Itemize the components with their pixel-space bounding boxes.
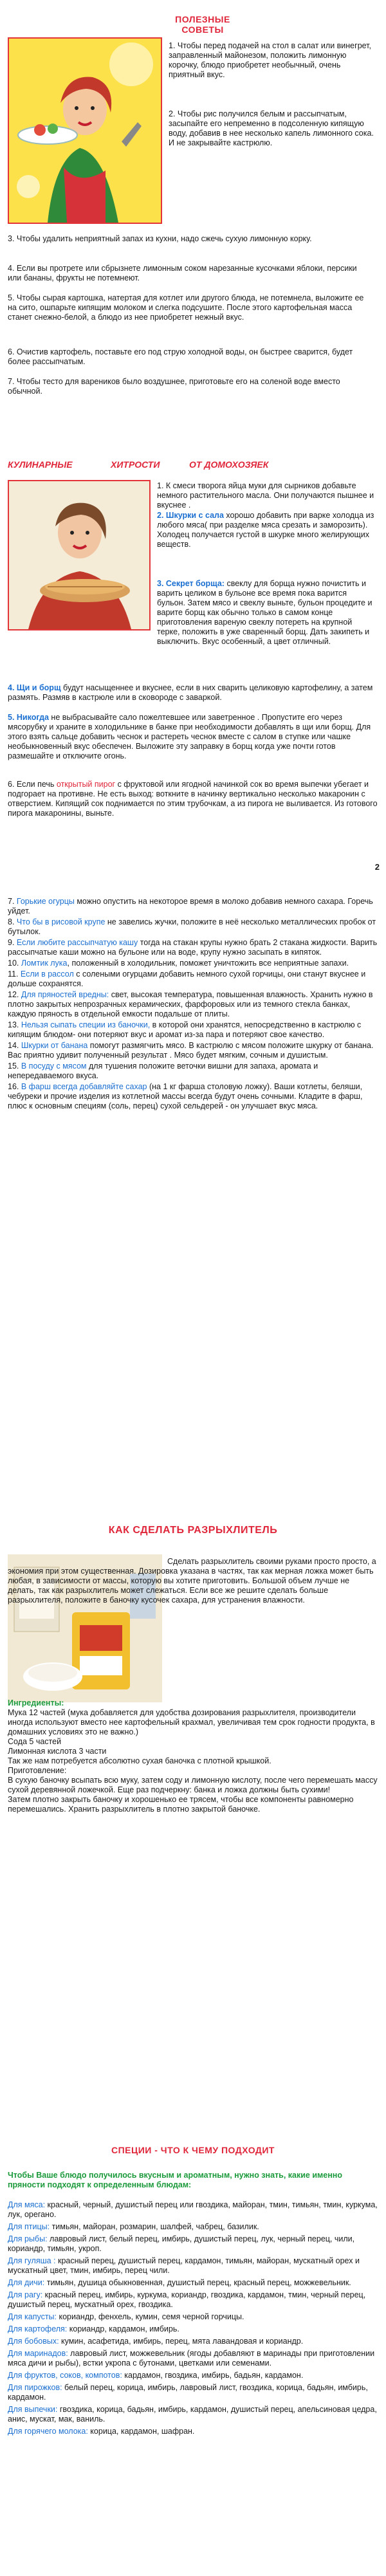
item-label: В посуду с мясом bbox=[21, 1062, 87, 1071]
tip-2: 2. Чтобы рис получился белым и рассыпчатым, засыпайте его непременно в подсоленную кипящую воду, добавив в нее несколько капель лимонного сока. И не закрывайте кастрюлю. bbox=[169, 109, 374, 147]
retro-housewife-illustration bbox=[8, 37, 162, 224]
spice-category: Для дичи: bbox=[8, 2278, 45, 2287]
trick-3 bbox=[157, 579, 376, 647]
list-item: 15. В посуду с мясом для тушения положите веточки вишни для запаха, аромата и непередаваемого вкуса. bbox=[8, 1062, 318, 1080]
list-item: Для мяса: красный, черный, душистый перец или гвоздика, майоран, тмин, тимьян, тмин, куркума, лук, орегано. bbox=[8, 2200, 378, 2219]
spice-category: Для выпечки: bbox=[8, 2405, 58, 2414]
spice-category: Для бобовых: bbox=[8, 2337, 59, 2346]
spice-category: Для пирожков: bbox=[8, 2383, 62, 2392]
prep-step-1: В сухую баночку всыпать всю муку, затем соду и лимонную кислоту, после чего перемешать массу сухой деревянной ложечкой. Еще раз подчеркну: банка и ложка должны быть сухими! bbox=[8, 1776, 378, 1794]
trick-4-label: 4. Щи и борщ bbox=[8, 683, 61, 692]
item-label: Для пряностей вредны: bbox=[21, 990, 109, 999]
section-title: СПЕЦИИ - ЧТО К ЧЕМУ ПОДХОДИТ bbox=[111, 2145, 275, 2155]
ingredients-label: Ингредиенты: bbox=[8, 1698, 64, 1707]
item-label: Если в рассол bbox=[20, 970, 74, 979]
item-label: Шкурки от банана bbox=[21, 1041, 88, 1050]
list-item: Для капусты: кориандр, фенхель, кумин, семя черной горчицы. bbox=[8, 2312, 244, 2321]
item-label: Ломтик лука bbox=[21, 959, 68, 968]
spice-category: Для картофеля: bbox=[8, 2324, 68, 2333]
trick-2-text: хорошо добавить при варке холодца из любого мяса( при разделке мяса срезать и заморозить). Холодец получается густой в шкурке много желирующих веществ. bbox=[157, 511, 374, 549]
list-item: Для рагу: красный перец, имбирь, куркума, кориандр, гвоздика, кардамон, тмин, черный перец, душистый перец, мускатный орех, гвоздика. bbox=[8, 2290, 366, 2309]
spice-category: Для мяса: bbox=[8, 2200, 46, 2209]
spices-intro: Чтобы Ваше блюдо получилось вкусным и ароматным, нужно знать, какие именно пряности подходят к определенным блюдам: bbox=[8, 2171, 342, 2189]
list-item: 12. Для пряностей вредны: свет, высокая температура, повышенная влажность. Хранить нужно в плотно закрытых непрозрачных керамических, фарфоровых или из темного стекла банках, каждую пряность в отдельной емкости подальше от плиты. bbox=[8, 990, 373, 1018]
spice-category: Для гуляша : bbox=[8, 2256, 56, 2265]
title-part-1: КУЛИНАРНЫЕ bbox=[8, 459, 73, 470]
spices-section bbox=[0, 2007, 386, 2576]
list-item: Для пирожков: белый перец, корица, имбирь, лавровый лист, гвоздика, корица, бадьян, имбирь, кардамон. bbox=[8, 2383, 368, 2402]
list-item: Для птицы: тимьян, майоран, розмарин, шалфей, чабрец, базилик. bbox=[8, 2222, 259, 2231]
trick-4-text: будут насыщеннее и вкуснее, если в них сварить целиковую картофелину, а затем размять. Размяв в кастрюле или в сковороде с заваркой. bbox=[8, 683, 373, 702]
list-item: 11. Если в рассол с солеными огурцами добавить немного сухой горчицы, они станут вкуснее и дольше сохранятся. bbox=[8, 970, 366, 988]
list-item: Для фруктов, соков, компотов: кардамон, гвоздика, имбирь, бадьян, кардамон. bbox=[8, 2371, 304, 2380]
trick-2 bbox=[157, 511, 376, 549]
trick-5 bbox=[8, 713, 378, 761]
retro-pie-illustration bbox=[8, 480, 151, 630]
trick-2-label: 2. Шкурки с сала bbox=[157, 511, 224, 520]
baking-powder-section bbox=[0, 1300, 386, 2007]
item-label: Что бы в рисовой крупе bbox=[16, 917, 106, 926]
list-item: Для картофеля: кориандр, кардамон, имбирь. bbox=[8, 2324, 179, 2333]
title-part-2: ХИТРОСТИ bbox=[111, 459, 160, 470]
trick-3-text: свеклу для борща нужно почистить и варить целиком в бульоне все время пока варится бульон. Затем мясо и свеклу выньте, бульон процедите и варите борщ как обычно только в самом конце приготовления вареную свеклу потереть на крупной терке, положить в уже сваренный борщ. Дать закипеть и выключить. Вкус особенный, а цвет отличный. bbox=[157, 579, 372, 646]
item-label: Если любите рассыпчатую кашу bbox=[16, 938, 138, 947]
section-title: КАК СДЕЛАТЬ РАЗРЫХЛИТЕЛЬ bbox=[108, 1525, 278, 1536]
list-item: 14. Шкурки от банана помогут размягчить мясо. В кастрюлю с мясом положите шкурку от банана. Вас приятно удивит полученный результат . Мясо будет мягким, сочным и душистым. bbox=[8, 1041, 374, 1060]
trick-6-red: открытый пирог bbox=[56, 780, 116, 789]
list-item: 16. В фарш всегда добавляйте сахар (на 1 кг фарша столовую ложку). Ваши котлеты, беляши, чебуреки и прочие изделия из котлетной массы всегда будут очень сочными. Кладите в фарш, плюс к основным специям (соль, перец) сухой сельдерей - он улучшает вкус мяса. bbox=[8, 1082, 363, 1110]
item-label: Горькие огурцы bbox=[16, 897, 75, 906]
ingredient-soda: Сода 5 частей bbox=[8, 1737, 62, 1746]
list-item: 7. Горькие огурцы можно опустить на некоторое время в молоко добавив немного сахара. Горечь уйдет. bbox=[8, 897, 373, 915]
prep-step-2: Затем плотно закрыть баночку и хорошенько ее трясем, чтобы все компоненты равномерно перемешались. Хранить разрыхлитель в плотно закрытой баночке. bbox=[8, 1795, 354, 1814]
trick-1: 1. К смеси творога яйца муки для сырников добавьте немного растительного масла. Они получаются пышнее и вкуснее . bbox=[157, 481, 374, 510]
ingredient-citric-acid: Лимонная кислота 3 части bbox=[8, 1747, 107, 1756]
ingredient-flour: Мука 12 частей (мука добавляется для удобства дозирования разрыхлителя, производители иногда используют вместо нее картофельный крахмал, увеличивая тем срок годности продукта, в домашних условиях это не важно.) bbox=[8, 1708, 375, 1736]
culinary-tricks-section bbox=[0, 450, 386, 862]
page-number: 2 bbox=[374, 862, 380, 872]
trick-6-label: 6. Если печь bbox=[8, 780, 57, 789]
trick-3-label: 3. Секрет борща: bbox=[157, 579, 225, 588]
spice-category: Для рагу: bbox=[8, 2290, 43, 2299]
list-item: Для гуляша : красный перец, душистый перец, кардамон, тимьян, майоран, мускатный орех и мускатный цвет, тмин, имбирь, перец чили. bbox=[8, 2256, 360, 2275]
section-title: ПОЛЕЗНЫЕ СОВЕТЫ bbox=[175, 14, 230, 35]
prep-label: Приготовление: bbox=[8, 1766, 67, 1775]
title-part-3: ОТ ДОМОХОЗЯЕК bbox=[189, 459, 269, 470]
tip-4: 4. Если вы протрете или сбрызнете лимонным соком нарезанные кусочками яблоки, персики или бананы, фрукты не потемнеют. bbox=[8, 264, 357, 282]
tip-6: 6. Очистив картофель, поставьте его под струю холодной воды, он быстрее сварится, будет более рассыпчатым. bbox=[8, 347, 353, 366]
tip-3: 3. Чтобы удалить неприятный запах из кухни, надо сжечь сухую лимонную корку. bbox=[8, 234, 312, 243]
spice-category: Для птицы: bbox=[8, 2222, 50, 2231]
spice-category: Для маринадов: bbox=[8, 2349, 68, 2358]
tip-7: 7. Чтобы тесто для вареников было воздушнее, приготовьте его на соленой воде вместо обычной. bbox=[8, 377, 340, 396]
trick-4 bbox=[8, 683, 378, 703]
list-item: Для выпечки: гвоздика, корица, бадьян, имбирь, кардамон, душистый перец, апельсиновая цедра, анис, мускат, мак, ваниль. bbox=[8, 2405, 377, 2424]
spice-category: Для горячего молока: bbox=[8, 2427, 88, 2436]
spices-list bbox=[8, 2200, 378, 2439]
tip-1: 1. Чтобы перед подачей на стол в салат или винегрет, заправленный майонезом, положить лимонную корочку, блюдо приобретет необычный, очень приятный вкус. bbox=[169, 41, 371, 79]
spice-category: Для рыбы: bbox=[8, 2234, 48, 2243]
list-item: Для маринадов: лавровый лист, можжевельник (ягоды добавляют в маринады при приготовлении мяса дичи и рыбы), вcтки укропа с бутонами, цветками или семенами. bbox=[8, 2349, 375, 2368]
baking-intro: Сделать разрыхлитель своими руками просто просто, а экономия при этом существенная. Дозировка указана в частях, так как мерная ложка может быть любая, в зависимости от массы, которую вы хотите приготовить. Большой объем лучше не делать, так как разрыхлитель может слежаться. Если все же решите сделать больше разрыхлителя, положите в баночку кусочек сахара, для устранения влажности. bbox=[8, 1557, 376, 1605]
list-item: Для рыбы: лавровый лист, белый перец, имбирь, душистый перец, лук, черный перец, чили, кориандр, тимьян, укроп. bbox=[8, 2234, 355, 2253]
tip-5: 5. Чтобы сырая картошка, натертая для котлет или другого блюда, не потемнела, выложите ее на сито, ошпарьте кипящим молоком и слегка подсушите. После этого картофельная масса станет снежно-белой, а блюдо из нее приобретет нежный вкус. bbox=[8, 293, 364, 322]
trick-6-text: с фруктовой или ягодной начинкой сок во время выпечки убегает и подгорает на противне. Не есть выход: воткните в начинку вертикально несколько макаронин с отверстием. Кипящий сок поднимается по этим трубочкам, а из пирога не выливается. Из готового пирога макаронины, выньте. bbox=[8, 780, 378, 818]
trick-5-text: не выбрасывайте сало пожелтевшее или заветренное . Пропустите его через мясорубку и храните в холодильнике в банке при необходимости добавлять в щи или борщ. Для этого взять сальце добавить чеснок и растереть чеснок вместе с салом в ступке или чашке необыкновенный вкус обеспечен. Выложите эту заправку в борщ когда уже почти готов размешайте и отключите огонь. bbox=[8, 713, 371, 760]
more-tricks-section bbox=[0, 862, 386, 1300]
tips-list bbox=[8, 897, 378, 1112]
spice-category: Для фруктов, соков, компотов: bbox=[8, 2371, 122, 2380]
ingredient-jar: Так же нам потребуется абсолютно сухая баночка с плотной крышкой. bbox=[8, 1756, 271, 1765]
item-label: Нельзя сыпать специи из баночки, bbox=[21, 1020, 151, 1029]
item-label: В фарш всегда добавляйте сахар bbox=[21, 1082, 147, 1091]
list-item: 9. Если любите рассыпчатую кашу тогда на стакан крупы нужно брать 2 стакана жидкости. Варить рассыпчатые каши можно на бульоне или на воде, крупу нужно засыпать в кипяток. bbox=[8, 938, 378, 957]
trick-6 bbox=[8, 780, 378, 818]
list-item: Для дичи: тимьян, душица обыкновенная, душистый перец, красный перец, можжевельник. bbox=[8, 2278, 351, 2287]
trick-5-label: 5. Никогда bbox=[8, 713, 49, 722]
list-item: 8. Что бы в рисовой крупе не завелись жучки, положите в неё несколько металлических пробок от бутылок. bbox=[8, 917, 376, 936]
list-item: Для бобовых: кумин, асафетида, имбирь, перец, мята лавандовая и кориандр. bbox=[8, 2337, 304, 2346]
useful-tips-section bbox=[0, 0, 386, 450]
list-item: Для горячего молока: корица, кардамон, шафран. bbox=[8, 2427, 195, 2436]
list-item: 10. Ломтик лука, положенный в холодильник, поможет уничтожить все неприятные запахи. bbox=[8, 959, 349, 968]
spice-category: Для капусты: bbox=[8, 2312, 57, 2321]
baking-body bbox=[8, 1698, 378, 1814]
list-item: 13. Нельзя сыпать специи из баночки, в которой они хранятся, непосредственно в кастрюлю с кипящим блюдом- они потеряют вкус и аромат из-за пара и потеряют свое качество. bbox=[8, 1020, 362, 1039]
